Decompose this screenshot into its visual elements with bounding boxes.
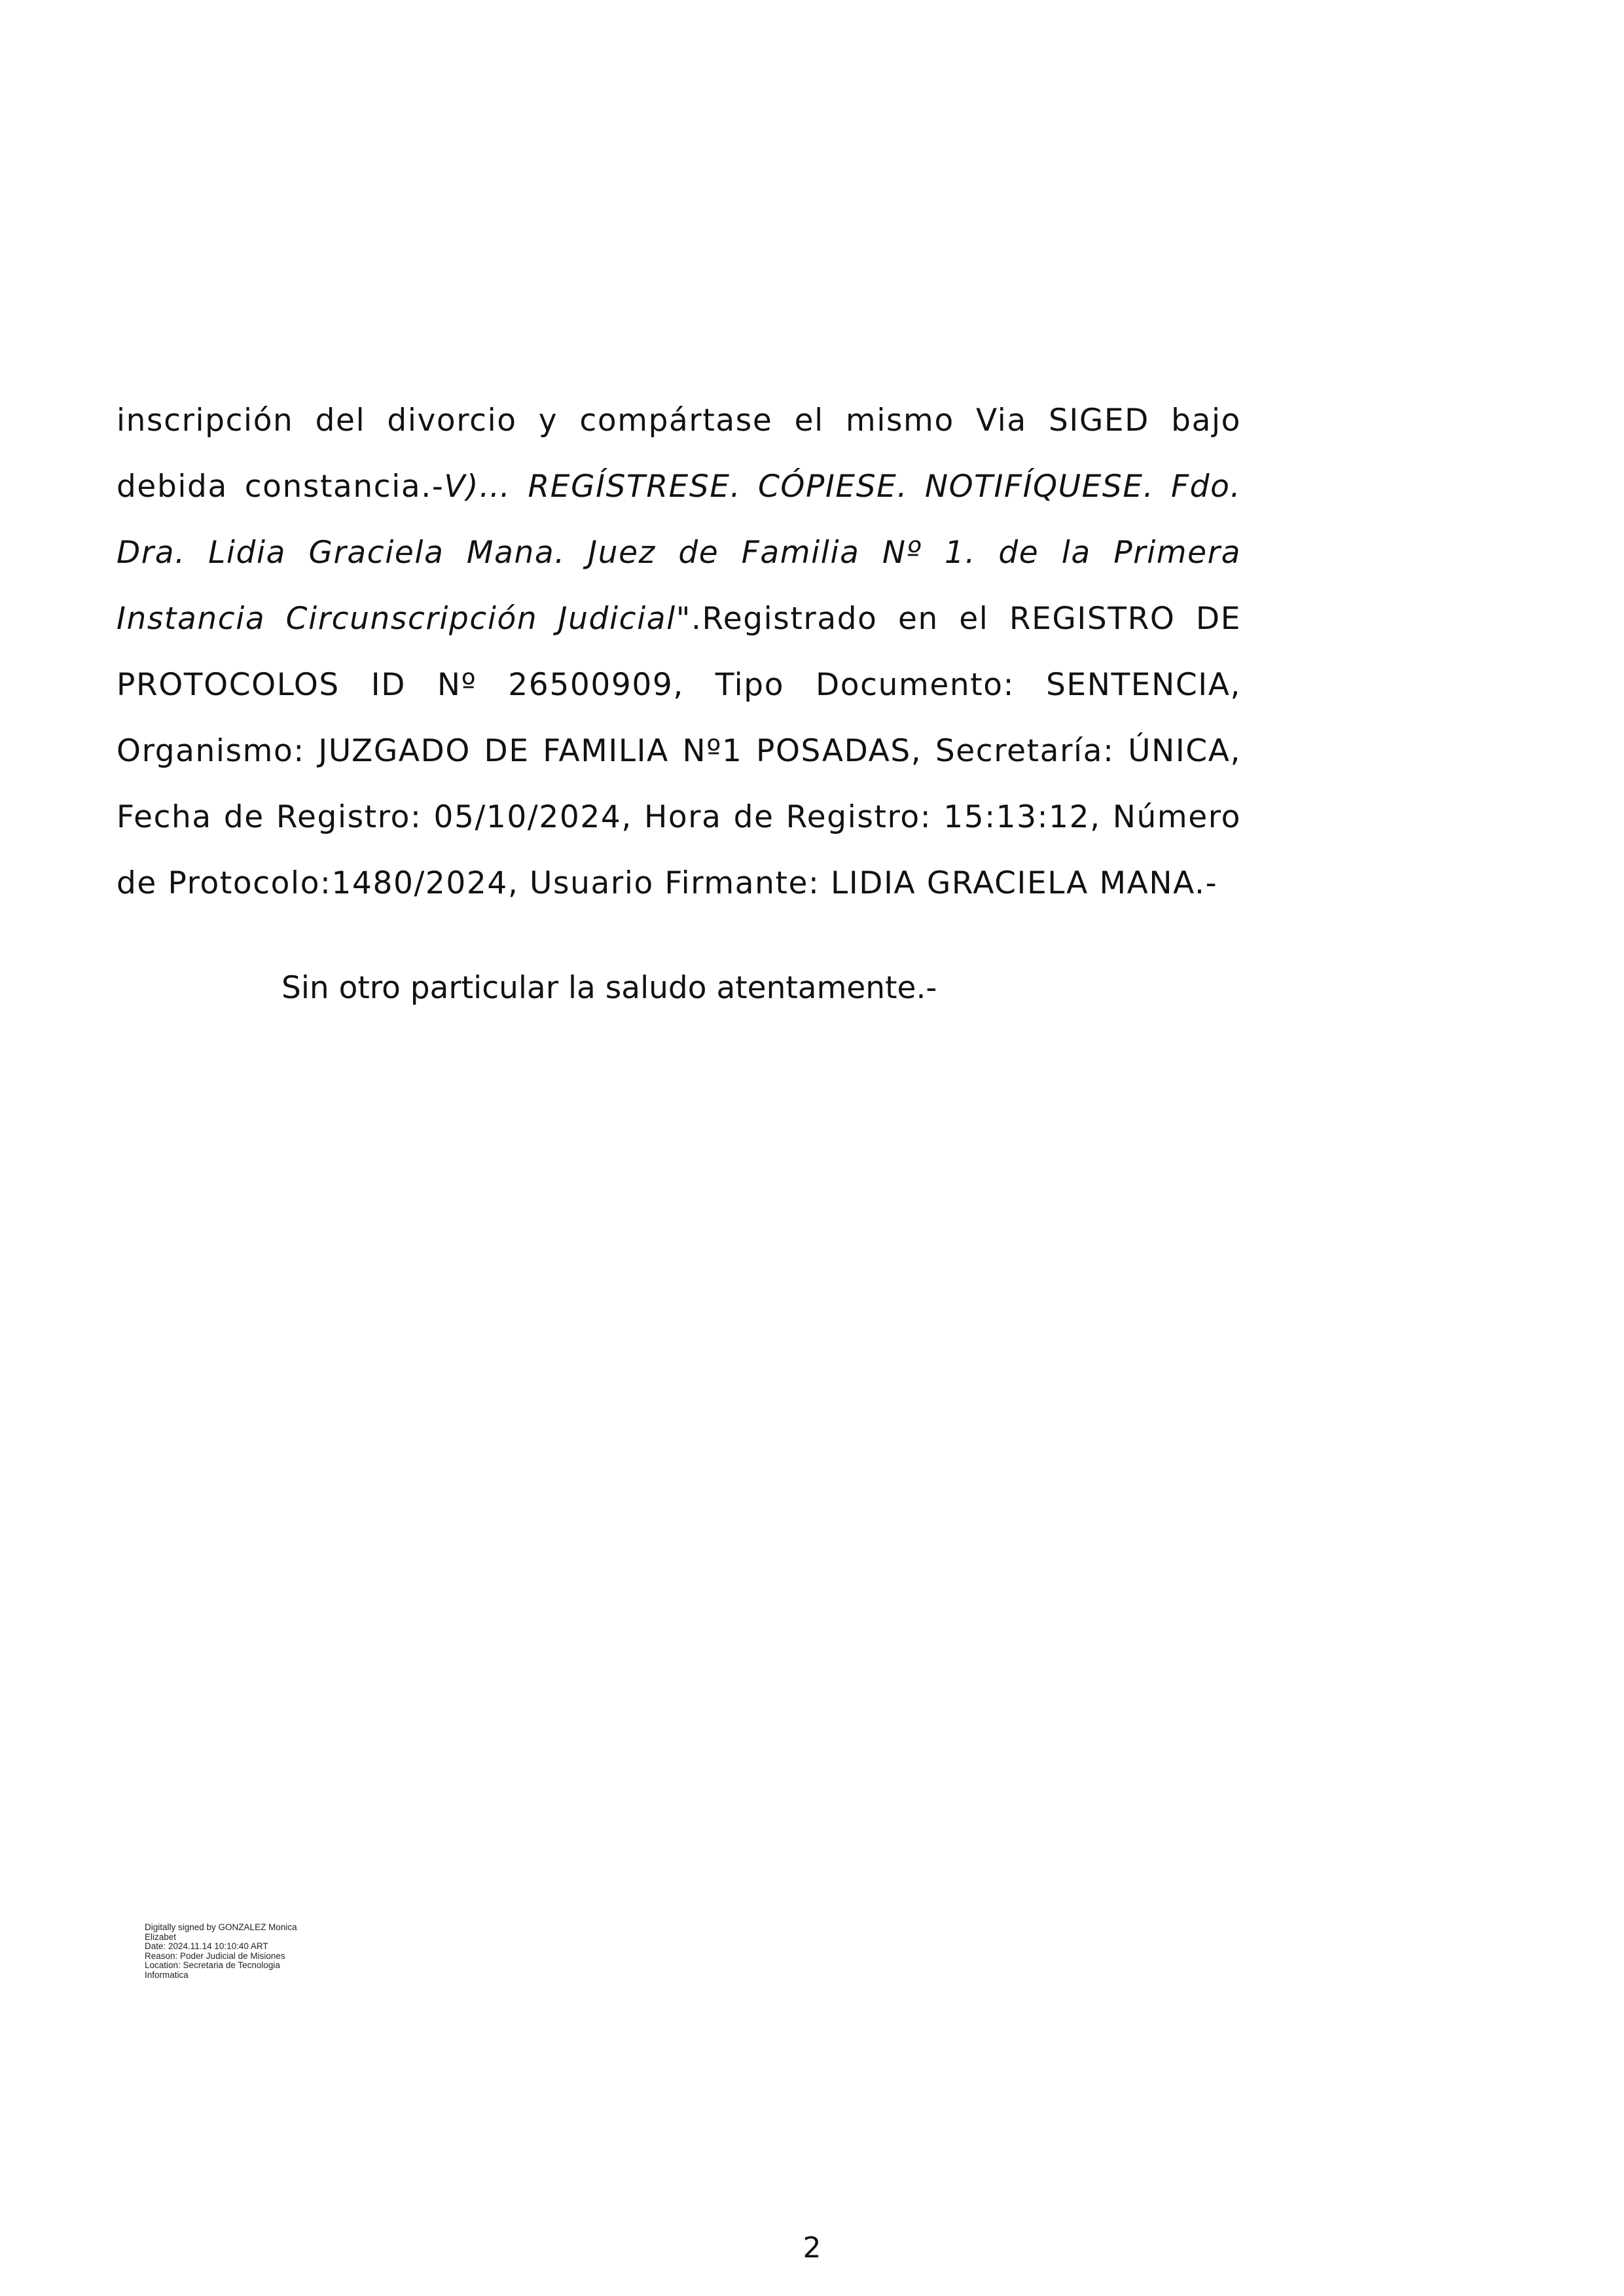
signature-line-5: Location: Secretaria de Tecnologia [145, 1960, 280, 1970]
signature-line-3: Date: 2024.11.14 10:10:40 ART [145, 1941, 268, 1951]
page-number: 2 [803, 2231, 821, 2265]
paragraph-text-part3: ".Registrado en el REGISTRO DE PROTOCOLOS ID Nº 26500909, Tipo Documento: SENTENCIA, Organismo: JUZGADO DE FAMILIA Nº1 POSADAS, Secretaría: ÚNICA, Fecha de Registro: 05/10/2024, Hora de Registro: 15:13:12, Número de Protocolo:1480/2024, Usuario Firmante: LIDIA GRACIELA MANA.- [117, 601, 1241, 901]
signature-line-6: Informatica [145, 1969, 189, 1980]
body-paragraph [117, 387, 1241, 916]
signature-line-1: Digitally signed by GONZALEZ Monica [145, 1922, 297, 1932]
signature-line-4: Reason: Poder Judicial de Misiones [145, 1950, 285, 1961]
signature-line-2: Elizabet [145, 1931, 177, 1942]
paragraph-text-part1: inscripción del divorcio y compártase el mismo Via SIGED bajo debida constancia.- [117, 403, 1241, 505]
closing-line: Sin otro particular la saludo atentamente.- [281, 970, 937, 1006]
paragraph-text-italic: V)… REGÍSTRESE. CÓPIESE. NOTIFÍQUESE. Fdo. Dra. Lidia Graciela Mana. Juez de Familia Nº 1. de la Primera Instancia Circunscripción Judicial [117, 469, 1242, 637]
digital-signature-stamp [145, 1923, 354, 1980]
